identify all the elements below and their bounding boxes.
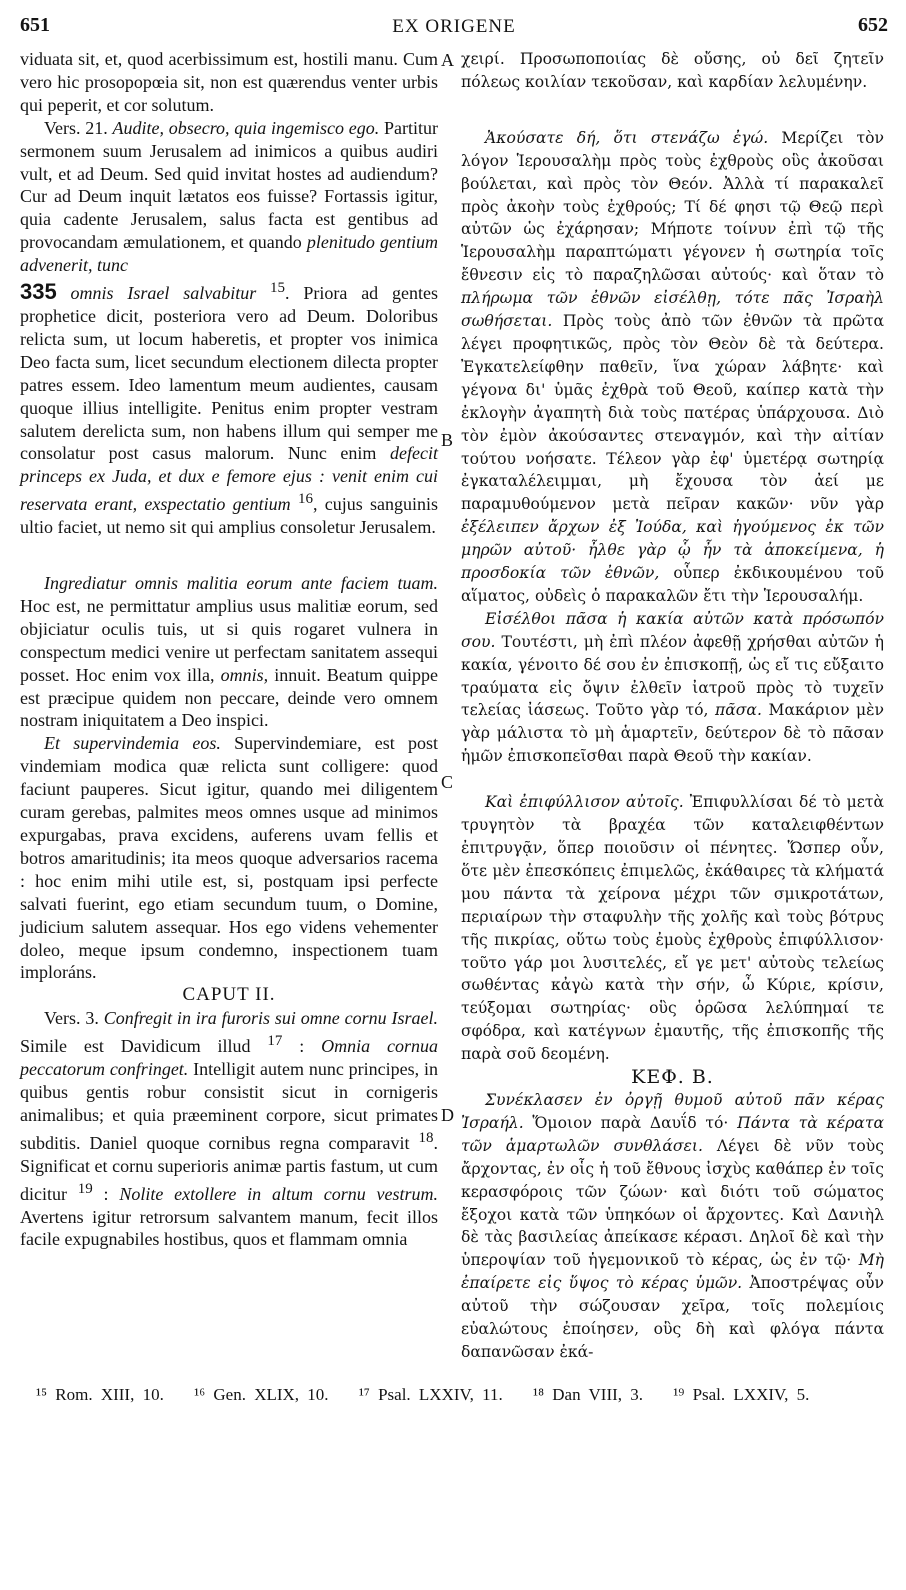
footnote-16: ¹⁶ Gen. XLIX, 10. [194, 1385, 329, 1404]
footnote-15: ¹⁵ Rom. XIII, 10. [36, 1385, 164, 1404]
quotation: Πάντα τὰ κέρατα τῶν ἁμαρτωλῶν συνθλάσει. [461, 1113, 884, 1155]
quotation: πλήρωμα τῶν ἐθνῶν εἰσέλθῃ, τότε πᾶς Ἰσραὴλ σωθήσεται. [461, 289, 884, 331]
lemma: Ἀκούσατε δή, ὅτι στενάζω ἐγώ. [485, 128, 769, 147]
commentary-text: Supervindemiare, est post vindemiam modica quæ relicta sunt colligere: quod faciunt pauperes. Sicut igitur, quando mei diligentem curam gerebas, palmites meos omnes usque ad minimos expurgabas, prava excidens, auferens uvam fellis et botros amaritudinis; ita meos quoque adversarios racema : hoc enim mihi utile est, si, postquam ipsi perfecte salvati fuerint, ego etiam secundum tuum, o Domine, judicium salutem assequar. Hos ego videns vehementer doleo, meque ipsum condemno, inspectionem tuam imploráns. [20, 733, 439, 983]
footnotes [36, 1385, 896, 1405]
latin-paragraph-5 [20, 1007, 438, 1251]
commentary-text: innuit. Beatum quippe est præcipue quidem non peccare, deinde vero omnem nostram iniquitatem a Deo inspici. [20, 664, 438, 731]
commentary-text: . Priora ad gentes prophetice dicit, posteriora vero ad Deum. Doloribus relicta sum, ut locum haberetis, et propter vos inimica Deo facta sum, licet secundum electionem dilecta propter patres essem. Ideo lamentum meum audientes, causam quoque illius intelligite. Penitus enim propter vestram salutem derelicta sum, non habens illum qui semper me consolatur post casus malorum. Nunc enim [20, 283, 438, 464]
quotation: ἐξέλειπεν ἄρχων ἐξ Ἰούδα, καὶ ἡγούμενος ἐκ τῶν μηρῶν αὐτοῦ· ἦλθε γὰρ ᾧ ἦν τὰ ἀποκείμενα, ἡ προσδοκία τῶν ἐθνῶν, [461, 518, 884, 583]
quotation: Μὴ ἐπαίρετε εἰς ὕψος τὸ κέρας ὑμῶν. [461, 1251, 884, 1293]
latin-paragraph-1: viduata sit, et, quod acerbissimum est, hostili manu. Cum vero hic prosopopœia sit, non est quærendus venter urbis qui peperit, et cor solutum. [20, 49, 438, 115]
commentary-text: : [282, 1036, 322, 1057]
commentary-text: . Significat et cornu superioris animæ partis fastum, ut cum dicitur [20, 1132, 438, 1204]
commentary-text: Hoc est, ne permittatur amplius usus malitiæ eorum, sed objiciatur oculis tuis, ut si quis rogaret vulnera in conspectum medici venire ut perfectam sanitatem assequi posset. Hoc enim vox illa, [20, 595, 438, 685]
caput-heading: CAPUT II. [182, 984, 276, 1006]
commentary-text: Simile est Davidicum illud [20, 1036, 268, 1057]
commentary-text: Partitur sermonem suum Jerusalem ad inimicos a quibus audiri vult, et ad Deum. Sed quid invitat hostes ad audiendum? Cur ad Deum inquit lætatos eos fuisse? Fortassis igitur, quia cadente Jerusalem, salus facta est gentibus ad provocandam æmulationem, et quando [20, 117, 438, 253]
latin-column [20, 48, 438, 1251]
lemma: Καὶ ἐπιφύλλισον αὐτοῖς. [485, 793, 684, 812]
margin-letter-a: A [441, 50, 454, 70]
running-header [20, 14, 888, 42]
footnote-ref: 16 [297, 491, 313, 508]
quotation: Nolite extollere in altum cornu vestrum. [119, 1183, 438, 1204]
latin-paragraph-4 [20, 732, 438, 984]
margin-letter-d: D [441, 1105, 454, 1125]
page-number-left: 651 [20, 14, 50, 36]
margin-letter-c: C [441, 772, 454, 792]
footnote-19: ¹⁹ Psal. LXXIV, 5. [673, 1385, 810, 1404]
commentary-text: Μερίζει τὸν λόγον Ἱερουσαλὴμ πρὸς τοὺς ἐχθροὺς οὓς ἀκοῦσαι βούλεται, καὶ πρὸς τὸν Θεόν. Ἀλλὰ τί παρακαλεῖ πρὸς ἀκοὴν τοὺς ἐχθρούς; Τί δέ φησι τῷ Θεῷ περὶ αὐτῶν ὡς ἐχάρησαν; Μήποτε τοίνυν ἐπὶ τῷ τῆς Ἱερουσαλὴμ παραπτώματι γέγονεν ἡ σωτηρία τοῖς ἔθνεσιν εἰς τὸ παραζηλῶσαι αὐτούς· καὶ ὅταν τὸ [461, 128, 884, 285]
greek-paragraph-2 [461, 127, 884, 608]
footnote-ref: 18 [418, 1129, 434, 1146]
commentary-text: οὗπερ ἐκδικουμένου τοῦ αἵματος, οὐδεὶς ὁ παρακαλῶν ἔτι τὴν Ἱερουσαλήμ. [461, 564, 884, 605]
page-number-right: 652 [858, 14, 888, 36]
greek-paragraph-1: χειρί. Προσωποποιίας δὲ οὔσης, οὐ δεῖ ζητεῖν πόλεως κοιλίαν τεκοῦσαν, καὶ καρδίαν λελυμένην. [461, 50, 884, 91]
lemma: Confregit in ira furoris sui omne cornu Israel. [103, 1008, 438, 1029]
kephalaion-heading: ΚΕΦ. Β. [631, 1066, 714, 1089]
commentary-text: Avertens igitur retrorsum salvantem manum, fecit illos facile expugnabiles hostibus, quos et flammam omnia [20, 1206, 438, 1250]
greek-column [461, 48, 884, 1364]
footnote-ref: 17 [267, 1033, 283, 1050]
greek-paragraph-3 [461, 608, 884, 768]
running-title: EX ORIGENE [392, 16, 516, 37]
commentary-text: Τουτέστι, μὴ ἐπὶ πλέον ἀφεθῇ χρήσθαι αὐτῶν ἡ κακία, γένοιτο δέ σου ἐν ἐπισκοπῇ, ὡς εἴ τις εὔξαιτο τραύματα εἰς ὄψιν ἐλθεῖν ἰατροῦ πρὸς τὸ τυχεῖν τελείας ἰάσεως. Τοῦτο γὰρ τό, [461, 632, 884, 720]
commentary-text: Λέγει δὲ νῦν τοὺς ἄρχοντας, ἐν οἷς ἡ τοῦ ἔθνους ἰσχὺς καθάπερ ἐν τοῖς κερασφόροις τῶν ζώων· καὶ διότι τοῦ σώματος ἔξοχοι κατὰ τῶν ὑπηκόων οἱ ἄρχοντες. Καὶ Δανιὴλ δὲ τὰς βασιλείας ἀπείκασε κέρασι. Δηλοῖ δὲ καὶ τὴν ὑπεροψίαν τοῦ ἡγεμονικοῦ τὸ κέρας, ὡς ἐν τῷ· [461, 1136, 884, 1270]
quotation: omnis Israel salvabitur [70, 283, 257, 304]
latin-paragraph-3 [20, 572, 438, 732]
commentary-text: Πρὸς τοὺς ἀπὸ τῶν ἐθνῶν τὰ πρῶτα λέγει προφητικῶς, πρὸς τὸν Θεὸν δὲ τὰ δεύτερα. Ἐγκατελείφθην παθεῖν, ἵνα χώραν λάβητε· καὶ γέγονα δι' ὑμᾶς ἐχθρὰ τοῦ Θεοῦ, καίπερ κατὰ τὴν ἐκλογὴν ἀγαπητὴ διὰ τοὺς πατέρας ὑπάρχουσα. Διὸ τὸν ἐμὸν ἀκούσαντες στεναγμόν, καὶ τὴν αἰτίαν τούτου νοήσατε. Τέλεον γὰρ ἐφ' ὑμετέρᾳ σωτηρίᾳ ἐγκαταλέλειμμαι, μὴ ἔχουσα τὸν ἀεί με παραμυθούμενον μετὰ πεῖραν κακῶν· νῦν γὰρ [461, 312, 884, 514]
commentary-text: Ἐπιφυλλίσαι δέ τὸ μετὰ τρυγητὸν τὰ βραχέα τῶν καταλειφθέντων ἐπιτρυγᾷν, ὅπερ ποιοῦσιν οἱ πένητες. Ὥσπερ οὖν, ὅτε μὲν ἐπεσκόπεις ἐπιμελῶς, ἐκάθαιρες τὰ κλήματά μου πάντα τὰ χείρονα μέχρι τῶν σμικροτάτων, περιαίρων τὴν σταφυλὴν τῆς χολῆς καὶ τοὺς βότρυς τῆς πικρίας, οὕτω τοὺς ἐμοὺς ἐχθροὺς ἐπιφύλλισον· τοῦτο γάρ μοι λυσιτελές, εἴ γε μετ' αὐτοὺς τελείως σωθέντας κἀγὼ κατὰ τὴν σήν, ὦ Κύριε, κρίσιν, τεύξομαι σωτηρίας· οὓς ὁρῶσα λελύπημαί τε σφόδρα, καὶ κατέγνων ἐμαυτῆς, τῆς ἐπισκοπῆς τῆς παρὰ σοῦ δεομένη. [461, 793, 884, 1064]
commentary-text: Intelligit autem nunc principes, in quibus gentis robur consistit sicut in cornigeris animalibus; et quia præeminent corpore, sicut primates subditis. Daniel quoque cornibus regna comparavit [20, 1059, 438, 1153]
commentary-text: Ὅμοιον παρὰ Δαυΐδ τό· [523, 1113, 738, 1132]
commentary-text: Ἀποστρέψας οὖν αὐτοῦ τὴν σώζουσαν χεῖρα, τοῖς πολεμίοις εὐαλώτους ἐποίησεν, οὓς δὴ καὶ φλόγα πάντα δαπανῶσαν ἐκά- [461, 1274, 884, 1361]
quotation: πᾶσα. [715, 701, 762, 720]
commentary-text: : [92, 1183, 120, 1204]
lemma: Ingrediatur omnis malitia eorum ante faciem tuam. [44, 573, 438, 594]
greek-paragraph-5 [461, 1089, 884, 1364]
lemma: Et supervindemia eos. [44, 733, 221, 754]
lemma: Audite, obsecro, quia ingemisco ego. [112, 117, 380, 138]
commentary-text: Μακάριον μὲν γὰρ μάλιστα τὸ μὴ ἁμαρτεῖν, δεύτερον δὲ τὸ πᾶσαν ἡμῶν ἐπισκοπεῖσθαι παρὰ Θεοῦ τὴν κακίαν. [461, 701, 884, 766]
lemma: Συνέκλασεν ἐν ὀργῇ θυμοῦ αὐτοῦ πᾶν κέρας Ἰσραήλ. [461, 1090, 884, 1132]
quotation: Omnia cornua peccatorum confringet. [20, 1036, 438, 1080]
commentary-text: , cujus sanguinis ultio faciet, ut nemo sit qui amplius consoletur Jerusalem. [20, 494, 439, 538]
verse-label: Vers. 21. [44, 117, 113, 138]
quotation: omnis, [220, 664, 269, 685]
verse-label: Vers. 3. [44, 1008, 104, 1029]
latin-paragraph-2 [20, 117, 438, 539]
footnote-18: ¹⁸ Dan VIII, 3. [532, 1385, 644, 1404]
quotation: plenitudo gentium advenerit, tunc [20, 232, 439, 276]
footnote-17: ¹⁷ Psal. LXXIV, 11. [358, 1385, 503, 1404]
footnote-ref: 19 [77, 1180, 93, 1197]
column-number: 335 [20, 279, 57, 305]
margin-letter-b: B [441, 430, 454, 450]
footnote-ref: 15 [270, 280, 286, 297]
greek-paragraph-4 [461, 791, 884, 1066]
quotation: defecit princeps ex Juda, et dux e femore ejus : venit enim cui reservata erant, exspectatio gentium [20, 443, 438, 515]
lemma: Εἰσέλθοι πᾶσα ἡ κακία αὐτῶν κατὰ πρόσωπόν σου. [461, 609, 884, 651]
